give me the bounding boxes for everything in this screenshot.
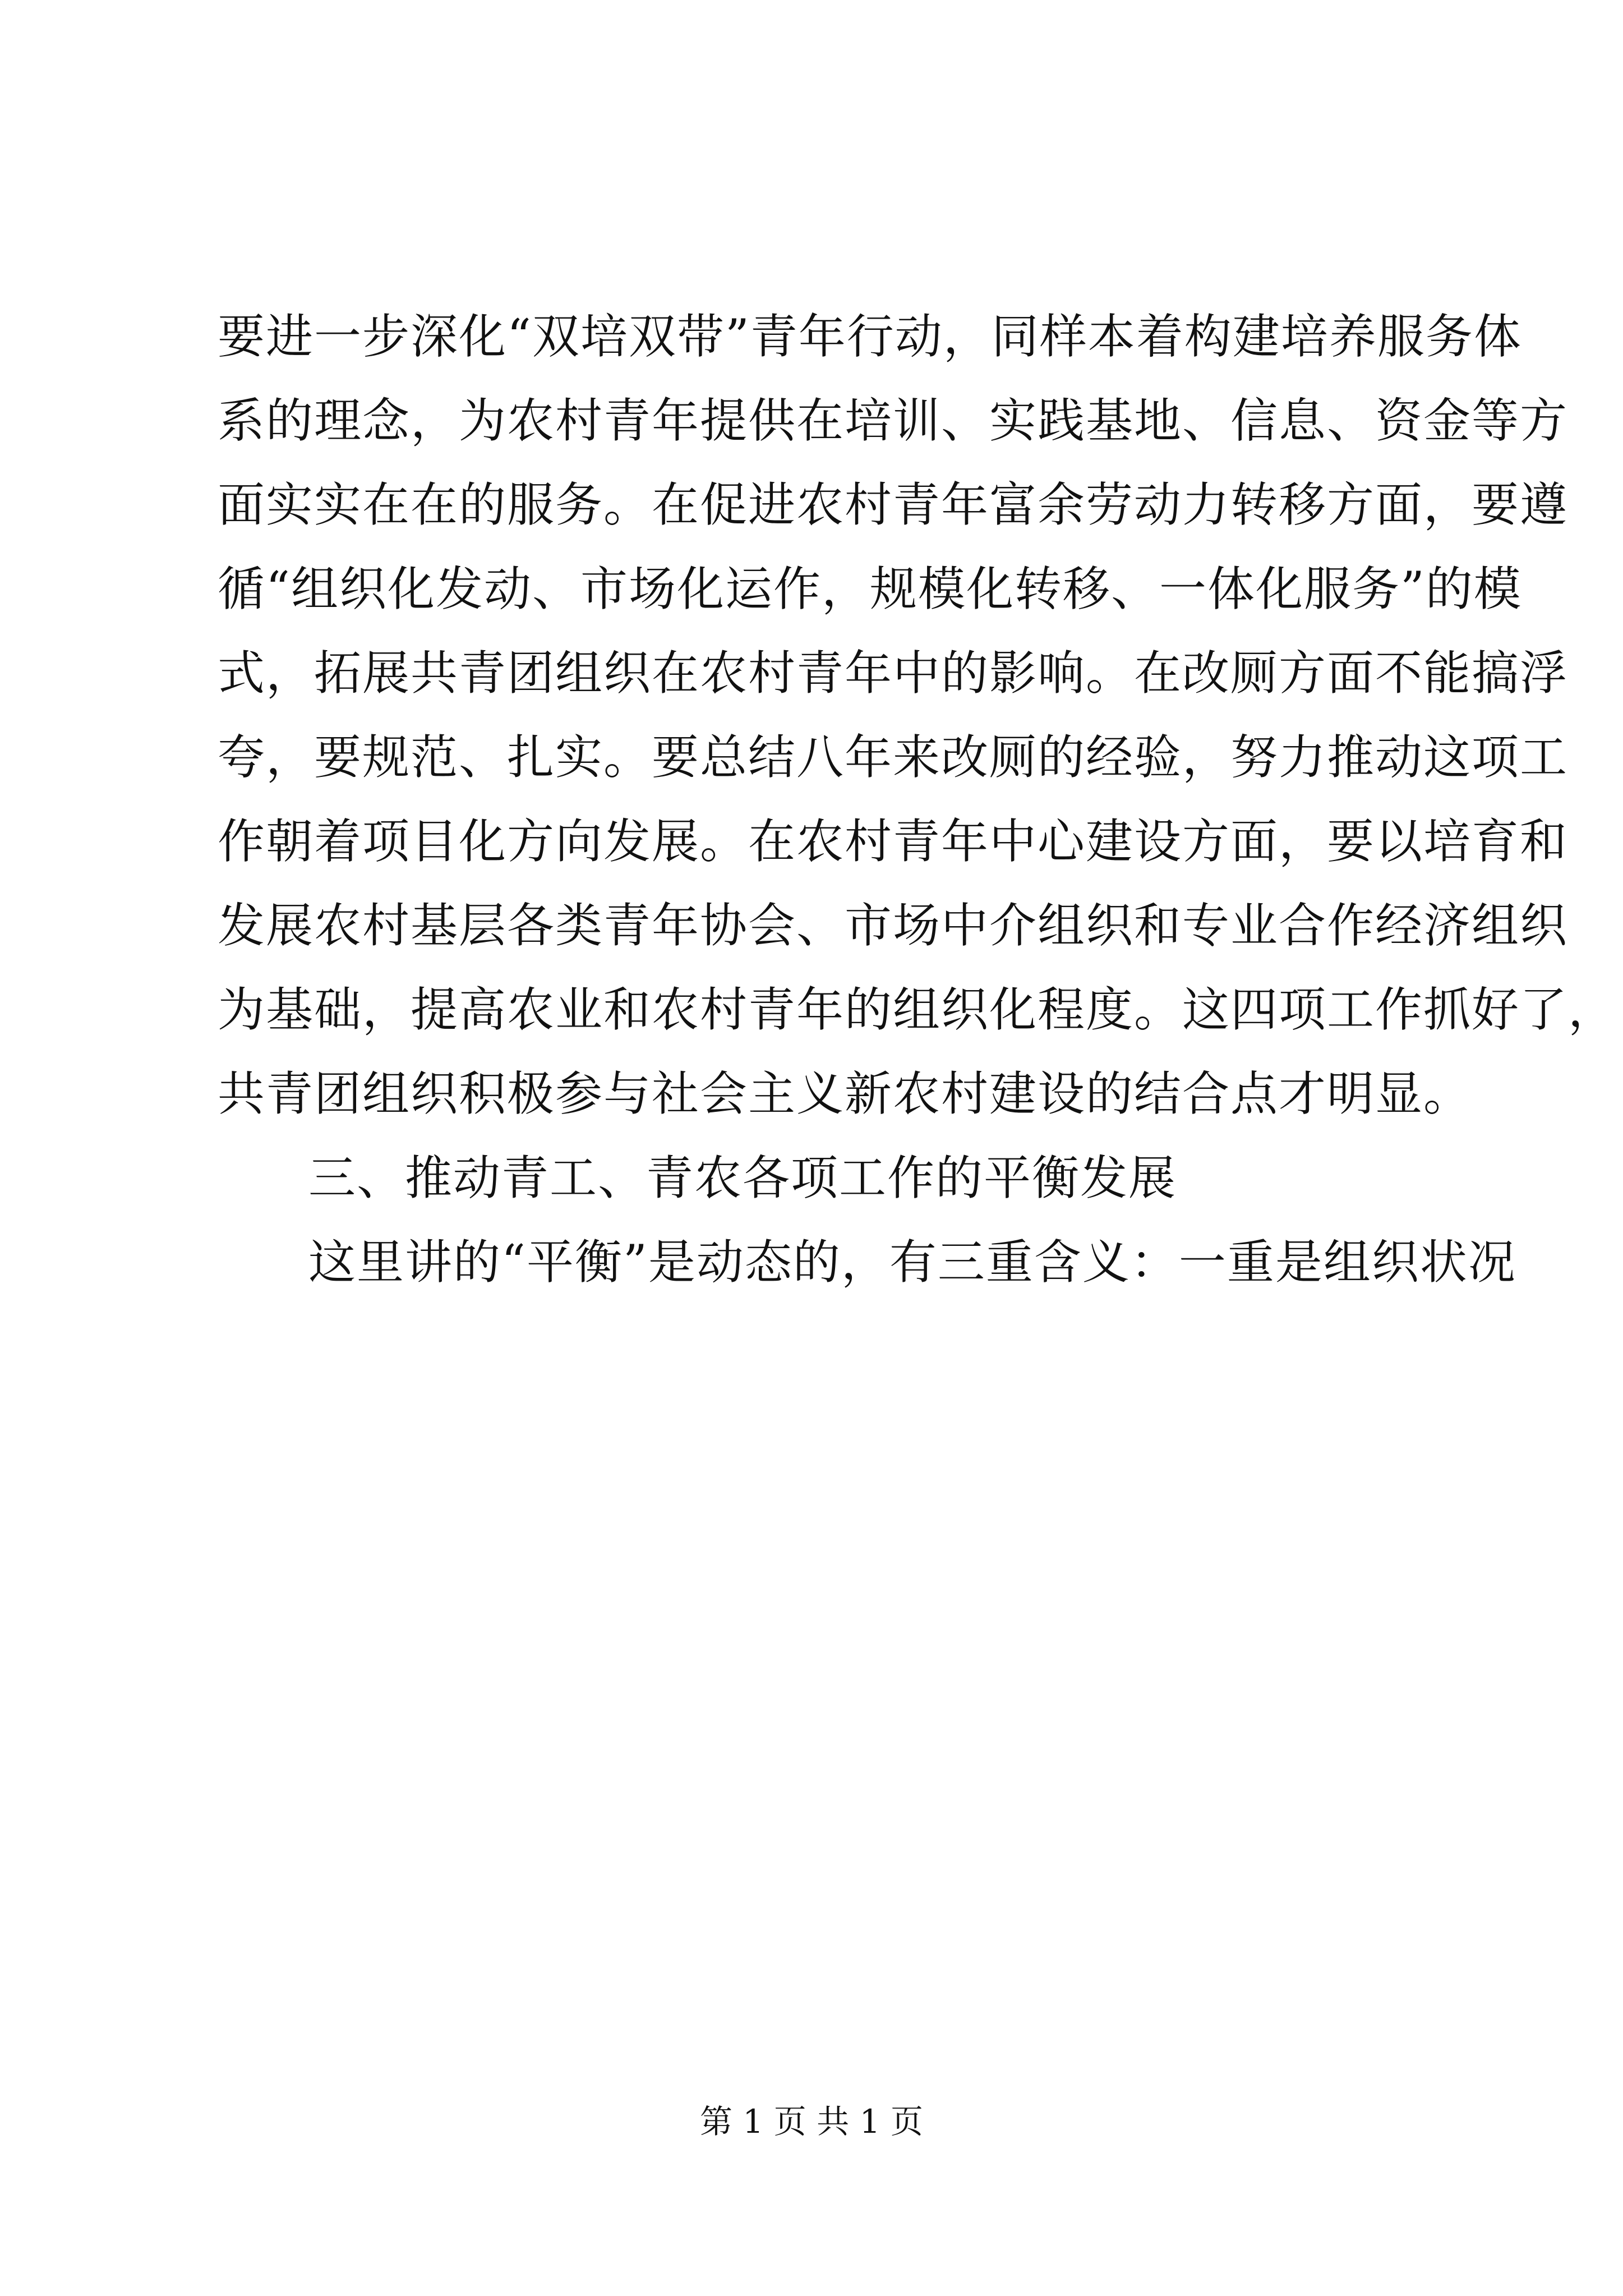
page-number-footer: 第 1 页 共 1 页	[700, 2102, 923, 2141]
text-line: 发展农村基层各类青年协会、市场中介组织和专业合作经济组织	[218, 898, 1569, 953]
text-line: 为基础，提高农业和农村青年的组织化程度。这四项工作抓好了，	[218, 982, 1617, 1037]
section-heading: 三、推动青工、青农各项工作的平衡发展	[308, 1151, 1177, 1205]
text-line: 夸，要规范、扎实。要总结八年来改厕的经验，努力推动这项工	[218, 730, 1569, 785]
text-line: 式，拓展共青团组织在农村青年中的影响。在改厕方面不能搞浮	[218, 646, 1569, 701]
text-line: 系的理念，为农村青年提供在培训、实践基地、信息、资金等方	[218, 393, 1569, 448]
text-line: 要进一步深化“双培双带”青年行动，同样本着构建培养服务体	[218, 309, 1522, 364]
text-line: 作朝着项目化方向发展。在农村青年中心建设方面，要以培育和	[218, 814, 1569, 869]
text-line: 这里讲的“平衡”是动态的，有三重含义：一重是组织状况	[308, 1235, 1516, 1290]
text-line: 共青团组织积极参与社会主义新农村建设的结合点才明显。	[218, 1066, 1472, 1121]
text-line: 循“组织化发动、市场化运作，规模化转移、一体化服务”的模	[218, 562, 1522, 616]
text-line: 面实实在在的服务。在促进农村青年富余劳动力转移方面，要遵	[218, 477, 1569, 532]
